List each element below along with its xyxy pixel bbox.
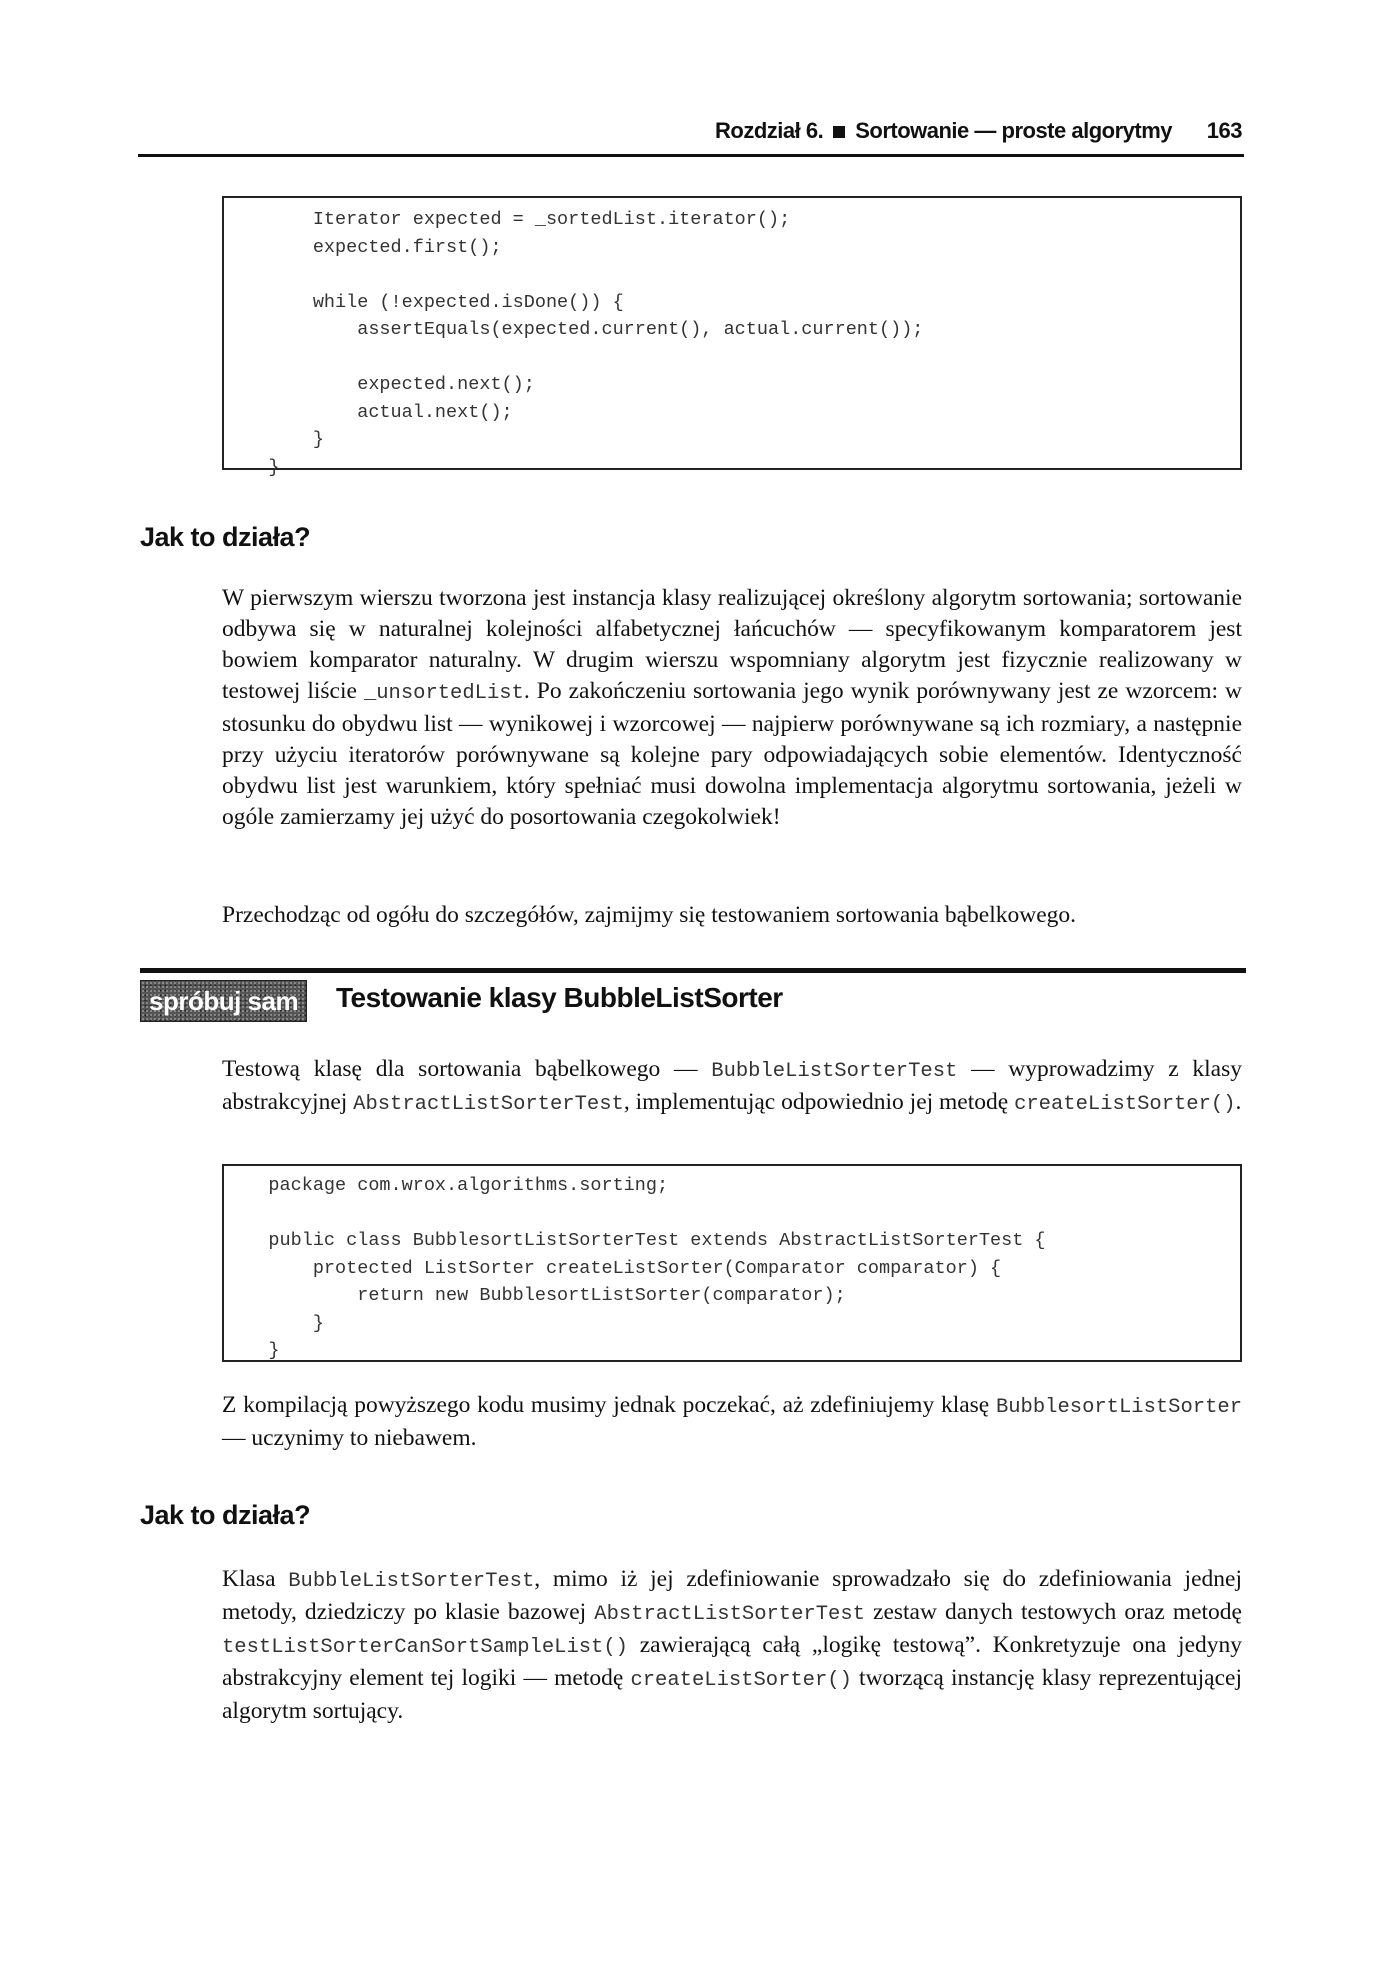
text-run: zestaw danych testowych oraz metodę bbox=[864, 1599, 1242, 1625]
running-header bbox=[138, 112, 1244, 157]
inline-code: createListSorter() bbox=[1014, 1093, 1236, 1116]
text-run: Klasa bbox=[222, 1566, 289, 1592]
text-run: Testową klasę dla sortowania bąbelkowego — bbox=[222, 1056, 712, 1082]
square-bullet-icon bbox=[833, 126, 845, 138]
inline-code: AbstractListSorterTest bbox=[594, 1603, 865, 1626]
text-run: — uczynimy to niebawem. bbox=[222, 1425, 477, 1451]
code-listing-2 bbox=[222, 1164, 1242, 1362]
paragraph-1 bbox=[222, 583, 1242, 833]
section-heading-2: Jak to działa? bbox=[140, 1500, 311, 1530]
page-number: 163 bbox=[1206, 118, 1242, 143]
chapter-title-line bbox=[715, 118, 1172, 144]
text-run: tworzącą instancję klasy reprezentującej algorytm sortujący. bbox=[222, 1665, 1242, 1724]
paragraph-4 bbox=[222, 1390, 1242, 1454]
text-run: , implementując odpowiednio jej metodę bbox=[623, 1089, 1015, 1115]
paragraph-3 bbox=[222, 1054, 1242, 1120]
inline-code: _unsortedList bbox=[363, 682, 524, 705]
code-listing-2-text: package com.wrox.algorithms.sorting; public class BubblesortListSorterTest extends AbstractListSorterTest { protected ListSorter createListSorter(Comparator comparator) { return new BubblesortListSorter(comparator); } } bbox=[268, 1175, 1046, 1361]
text-run: , mimo iż jej zdefiniowanie sprowadzało się do zdefiniowania jednej metody, dziedziczy po klasie bazowej bbox=[222, 1566, 1242, 1625]
code-listing-1-text: Iterator expected = _sortedList.iterator(); expected.first(); while (!expected.isDone()) { assertEquals(expected.current(), actual.current()); expected.next(); actual.next(); } } bbox=[268, 209, 924, 478]
text-run: . Po zakończeniu sortowania jego wynik porównywany jest ze wzorcem: w stosunku do obydwu list — wynikowej i wzorcowej — najpierw porównywane są ich rozmiary, a następnie przy użyciu iteratorów porównywane są kolejne pary odpowiadających sobie elementów. Identyczność obydwu list jest warunkiem, który spełniać musi dowolna implementacja algorytmu sortowania, jeżeli w ogóle zamierzamy jej użyć do posortowania czegokolwiek! bbox=[222, 678, 1242, 830]
inline-code: testListSorterCanSortSampleList() bbox=[222, 1636, 628, 1659]
code-listing-1 bbox=[222, 196, 1242, 478]
inline-code: BubbleListSorterTest bbox=[288, 1570, 535, 1593]
try-it-title: Testowanie klasy BubbleListSorter bbox=[336, 982, 783, 1013]
try-it-badge: spróbuj sam bbox=[140, 980, 307, 1022]
section-rule bbox=[140, 968, 1246, 973]
text-run: Z kompilacją powyższego kodu musimy jednak poczekać, aż zdefiniujemy klasę bbox=[222, 1392, 996, 1418]
text-run: . bbox=[1235, 1089, 1242, 1115]
chapter-title: Sortowanie — proste algorytmy bbox=[855, 118, 1172, 143]
text-run: zawierającą całą „logikę testową”. Konkretyzuje ona jedyny abstrakcyjny element tej logiki — metodę bbox=[222, 1632, 1242, 1691]
section-heading-1: Jak to działa? bbox=[140, 522, 311, 552]
paragraph-2: Przechodząc od ogółu do szczegółów, zajmijmy się testowaniem sortowania bąbelkowego. bbox=[222, 902, 1077, 928]
inline-code: createListSorter() bbox=[630, 1669, 852, 1692]
inline-code: BubblesortListSorter bbox=[995, 1396, 1242, 1419]
inline-code: AbstractListSorterTest bbox=[353, 1093, 624, 1116]
text-run: — wyprowadzimy z klasy abstrakcyjnej bbox=[222, 1056, 1242, 1115]
chapter-label: Rozdział 6. bbox=[715, 118, 824, 143]
inline-code: BubbleListSorterTest bbox=[711, 1060, 958, 1083]
paragraph-5 bbox=[222, 1564, 1242, 1727]
text-run: W pierwszym wierszu tworzona jest instancja klasy realizującej określony algorytm sortowania; sortowanie odbywa się w naturalnej kolejności alfabetycznej łańcuchów — specyfikowanym komparatorem jest bowiem komparator naturalny. W drugim wierszu wspomniany algorytm jest fizycznie realizowany w testowej liście bbox=[222, 585, 1242, 704]
